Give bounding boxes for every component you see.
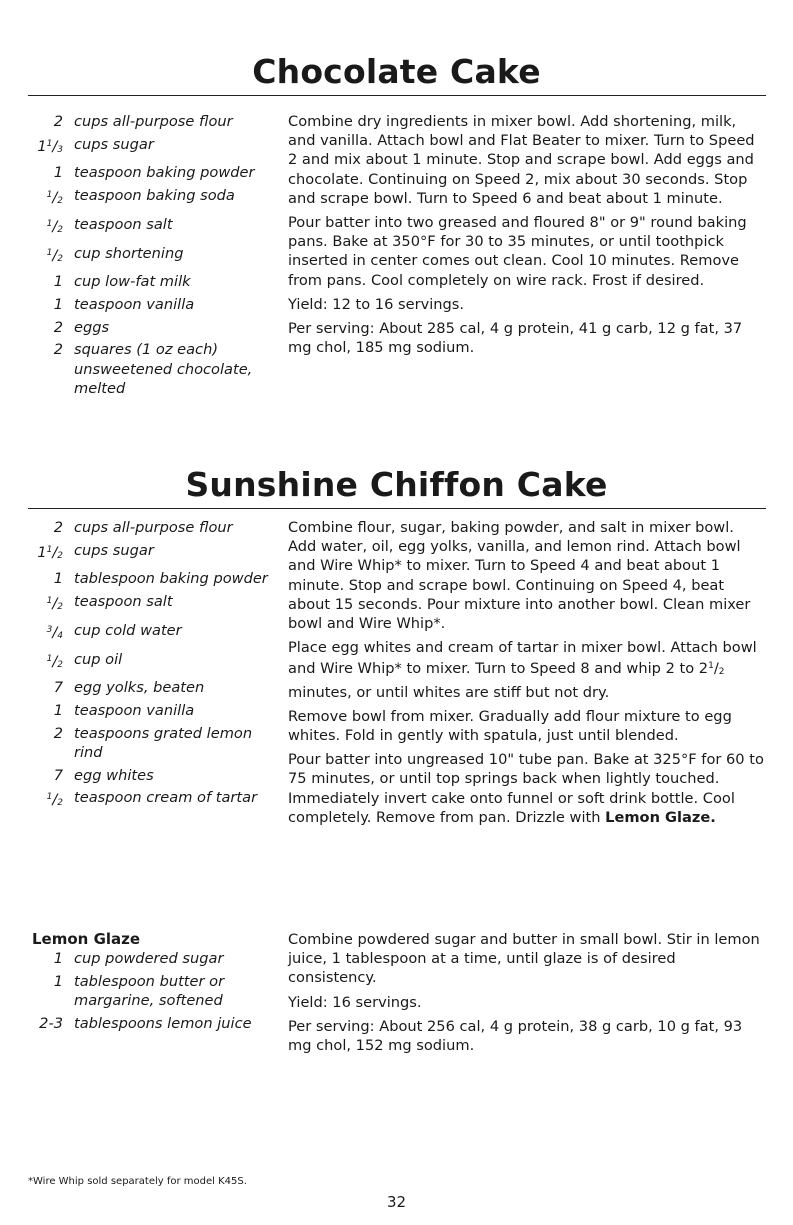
ingredient-name: tablespoons lemon juice: [74, 1014, 252, 1032]
ingredient-item: [30, 518, 270, 537]
ingredient-quantity: 1: [53, 950, 63, 967]
chiffon-cake-directions: [288, 518, 764, 832]
ingredient-quantity: $^1/_2$: [46, 791, 63, 809]
ingredient-name: cup oil: [74, 650, 123, 668]
fraction-denominator: 2: [57, 798, 63, 809]
ingredient-name: tablespoon baking powder: [74, 570, 268, 588]
fraction-denominator: 2: [57, 550, 63, 561]
ingredient-name: teaspoon salt: [74, 593, 173, 611]
ingredient-quantity: $^1/_2$: [46, 652, 63, 670]
fraction-numerator: 1: [46, 247, 53, 258]
ingredient-name: tablespoon butter or margarine, softened: [74, 972, 225, 1009]
lemon-glaze-directions: [288, 930, 764, 1060]
footnote: *Wire Whip sold separately for model K45S.: [28, 1176, 247, 1187]
ingredient-quantity: 2: [53, 318, 63, 336]
ingredient-item: [30, 186, 270, 211]
direction-paragraph: Pour batter into two greased and floured 8" or 9" round baking pans. Bake at 350°F for 30 to 35 minutes, or until toothpick inserted in center comes out clean. Cool 10 minutes. Remove from pans. Cool completely on wire rack. Frost if desired.: [288, 214, 747, 289]
ingredient-item: [30, 135, 270, 160]
ingredient-quantity: 1: [53, 273, 63, 291]
ingredient-quantity: 2: [53, 724, 63, 742]
ingredient-quantity: $1^1/_3$: [37, 137, 63, 155]
lemon-glaze-title: Lemon Glaze: [32, 930, 141, 948]
ingredient-item: [30, 569, 270, 588]
direction-text: Place egg whites and cream of tartar in mixer bowl. Attach bowl and Wire Whip* to mixer. Turn to Speed 8 and whip 2 to 2: [288, 639, 757, 678]
direction-text: minutes, or until whites are stiff but not dry.: [288, 683, 610, 701]
ingredient-quantity: 1: [53, 701, 63, 719]
ingredient-quantity: $^1/_2$: [46, 595, 63, 613]
lemon-glaze-ingredients: [30, 949, 270, 1036]
fraction-numerator: 1: [46, 218, 53, 229]
nutrition-text: Per serving: About 256 cal, 4 g protein, 38 g carb, 10 g fat, 93 mg chol, 152 mg sodium.: [288, 1017, 743, 1055]
fraction-numerator: 1: [46, 138, 53, 149]
ingredient-item: [30, 678, 270, 697]
ingredient-item: [30, 972, 270, 1010]
ingredient-item: [30, 295, 270, 314]
ingredient-name: teaspoon baking soda: [74, 187, 235, 205]
fraction-denominator: 2: [57, 659, 63, 670]
ingredient-name: egg whites: [74, 766, 154, 784]
ingredient-name: teaspoon baking powder: [74, 164, 255, 182]
direction-paragraph: Combine dry ingredients in mixer bowl. Add shortening, milk, and vanilla. Attach bowl and Flat Beater to mixer. Turn to Speed 2 and mix about 1 minute. Stop and scrape bowl. Add eggs and chocolate. Continuing on Speed 2, mix about 30 seconds. Stop and scrape bowl. Turn to Speed 6 and beat about 1 minute.: [288, 113, 755, 207]
ingredient-item: [30, 621, 270, 646]
fraction: $^1/_2$: [708, 660, 725, 678]
fraction-numerator: 1: [46, 544, 53, 555]
ingredient-quantity: 2-3: [39, 1014, 63, 1032]
fraction-denominator: 2: [718, 667, 725, 678]
ingredient-name: teaspoons grated lemon rind: [74, 724, 253, 761]
fraction-denominator: 2: [57, 253, 63, 264]
ingredient-name: cup low-fat milk: [74, 273, 191, 291]
lemon-glaze-reference: Lemon Glaze.: [605, 808, 716, 826]
ingredient-quantity: 2: [53, 341, 63, 359]
direction-paragraph: Combine flour, sugar, baking powder, and salt in mixer bowl. Add water, oil, egg yolks, vanilla, and lemon rind. Attach bowl and Wire Whip* to mixer. Turn to Speed 4 and beat about 1 minute. Stop and scrape bowl. Continuing on Speed 4, beat about 15 seconds. Pour mixture into another bowl. Clean mixer bowl and Wire Whip*.: [288, 519, 751, 633]
ingredient-item: [30, 1014, 270, 1033]
ingredient-name: squares (1 oz each) unsweetened chocolate, melted: [74, 341, 253, 397]
chocolate-cake-ingredients: [30, 112, 270, 401]
ingredient-item: [30, 650, 270, 675]
ingredient-item: [30, 592, 270, 617]
ingredient-name: teaspoon salt: [74, 215, 173, 233]
ingredient-name: cups all-purpose flour: [74, 113, 233, 130]
ingredient-name: teaspoon vanilla: [74, 701, 195, 719]
ingredient-item: [30, 272, 270, 291]
page-number: 32: [386, 1193, 407, 1211]
fraction-denominator: 3: [57, 144, 63, 155]
ingredient-item: [30, 112, 270, 131]
ingredient-item: [30, 701, 270, 720]
ingredient-quantity: 1: [53, 570, 63, 588]
ingredient-quantity: 7: [53, 766, 63, 784]
ingredient-name: cups sugar: [74, 135, 154, 153]
ingredient-quantity: 2: [53, 113, 63, 130]
ingredient-name: cup powdered sugar: [74, 950, 224, 967]
fraction-numerator: 1: [708, 661, 714, 672]
ingredient-item: [30, 318, 270, 337]
fraction-denominator: 2: [57, 196, 63, 207]
ingredient-name: cups sugar: [74, 541, 154, 559]
ingredient-name: cup cold water: [74, 621, 182, 639]
ingredient-item: [30, 788, 270, 813]
ingredient-item: [30, 244, 270, 269]
ingredient-name: egg yolks, beaten: [74, 679, 205, 697]
chocolate-cake-directions: [288, 112, 764, 362]
yield-text: Yield: 16 servings.: [288, 993, 422, 1011]
ingredient-item: [30, 340, 270, 398]
fraction-numerator: 1: [46, 596, 53, 607]
ingredient-quantity: $^3/_4$: [46, 623, 63, 641]
ingredient-name: teaspoon cream of tartar: [74, 789, 258, 807]
fraction-numerator: 1: [46, 653, 53, 664]
direction-paragraph: Combine powdered sugar and butter in small bowl. Stir in lemon juice, 1 tablespoon at a time, until glaze is of desired consistency.: [288, 931, 760, 987]
yield-text: Yield: 12 to 16 servings.: [288, 295, 465, 313]
ingredient-name: cup shortening: [74, 244, 184, 262]
fraction-denominator: 4: [57, 630, 63, 641]
ingredient-quantity: 1: [53, 295, 63, 313]
direction-paragraph: [288, 638, 764, 702]
ingredient-quantity: $^1/_2$: [46, 189, 63, 207]
ingredient-item: [30, 541, 270, 566]
title-rule: [28, 95, 766, 96]
ingredient-quantity: $^1/_2$: [46, 217, 63, 235]
ingredient-quantity: $1^1/_2$: [37, 543, 63, 561]
ingredient-name: eggs: [74, 318, 110, 336]
ingredient-quantity: 1: [53, 972, 63, 990]
ingredient-item: [30, 949, 270, 968]
direction-paragraph: [288, 750, 764, 827]
ingredient-quantity: 1: [53, 164, 63, 182]
direction-paragraph: Remove bowl from mixer. Gradually add flour mixture to egg whites. Fold in gently with spatula, just until blended.: [288, 707, 732, 745]
chocolate-cake-title: Chocolate Cake: [252, 52, 541, 91]
ingredient-item: [30, 766, 270, 785]
ingredient-quantity: 7: [53, 679, 63, 697]
direction-text: Pour batter into ungreased 10" tube pan. Bake at 325°F for 60 to 75 minutes, or until top springs back when lightly touched. Immediately invert cake onto funnel or soft drink bottle. Cool completely. Remove from pan. Drizzle with: [288, 751, 764, 826]
ingredient-quantity: $^1/_2$: [46, 246, 63, 264]
fraction-numerator: 1: [46, 792, 53, 803]
ingredient-item: [30, 724, 270, 762]
ingredient-quantity: 2: [53, 519, 63, 536]
ingredient-item: [30, 215, 270, 240]
fraction-denominator: 2: [57, 224, 63, 235]
ingredient-name: cups all-purpose flour: [74, 519, 233, 536]
chiffon-cake-title: Sunshine Chiffon Cake: [185, 465, 608, 504]
ingredient-name: teaspoon vanilla: [74, 295, 195, 313]
quantity-whole: 1: [37, 543, 47, 561]
quantity-whole: 1: [37, 137, 47, 155]
ingredient-item: [30, 163, 270, 182]
chiffon-cake-ingredients: [30, 518, 270, 817]
nutrition-text: Per serving: About 285 cal, 4 g protein, 41 g carb, 12 g fat, 37 mg chol, 185 mg sodium.: [288, 320, 743, 357]
fraction-denominator: 2: [57, 602, 63, 613]
fraction-numerator: 3: [46, 624, 53, 635]
title-rule: [28, 508, 766, 509]
fraction-numerator: 1: [46, 190, 53, 201]
